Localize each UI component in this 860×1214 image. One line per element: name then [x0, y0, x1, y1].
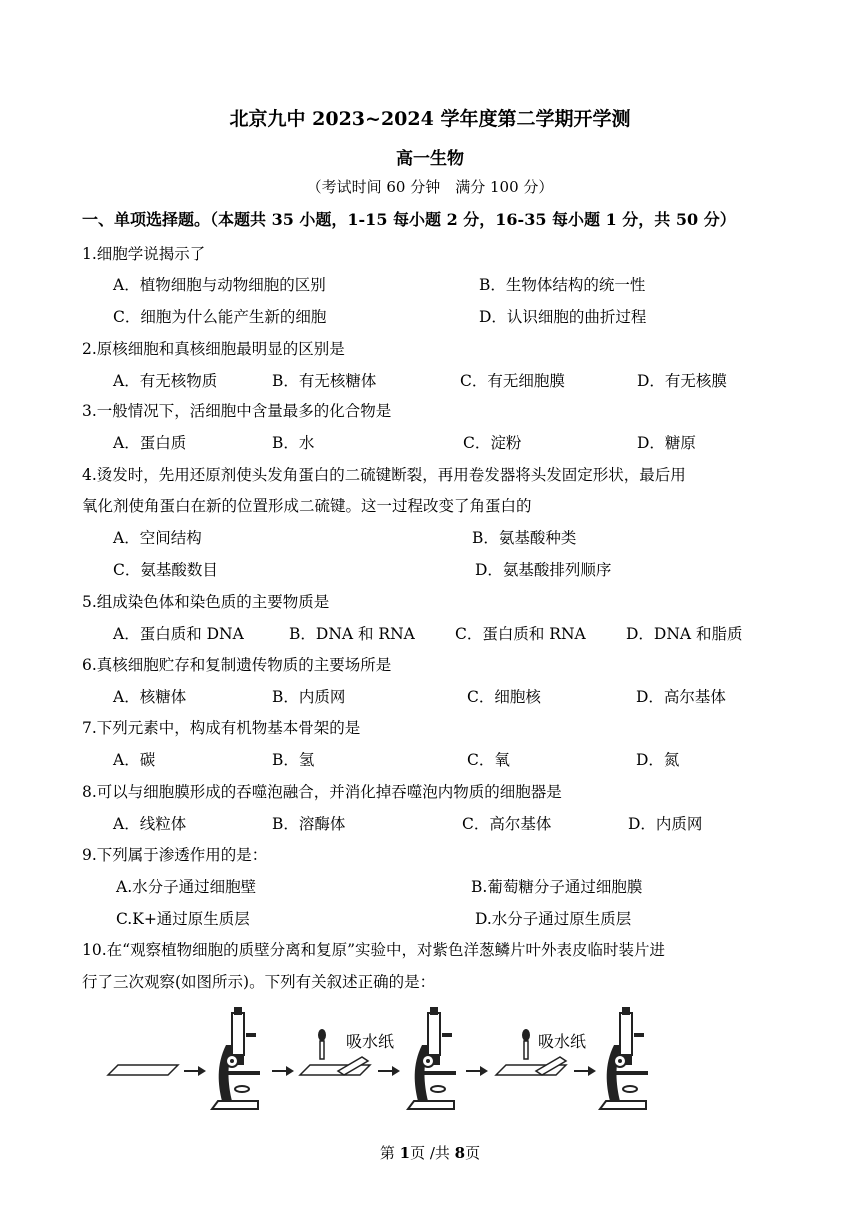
question-8-option-c: C．高尔基体: [462, 815, 552, 833]
question-2-option-a: A．有无核物质: [113, 372, 218, 390]
question-9-option-b: B.葡萄糖分子通过细胞膜: [471, 878, 643, 896]
question-3-option-c: C．淀粉: [463, 434, 522, 452]
question-7-option-d: D．氮: [636, 751, 680, 769]
arrow-icon: [378, 1066, 400, 1076]
experiment-figure: [100, 1005, 780, 1120]
question-6-option-c: C．细胞核: [467, 688, 541, 706]
question-4-stem-line-1: 4.烫发时，先用还原剂使头发角蛋白的二硫键断裂，再用卷发器将头发固定形状，最后用: [82, 466, 686, 484]
question-3-option-d: D．糖原: [637, 434, 696, 452]
exam-info: （考试时间 60 分钟 满分 100 分）: [306, 178, 554, 196]
page-total: 8: [454, 1144, 466, 1162]
question-8-stem: 8.可以与细胞膜形成的吞噬泡融合，并消化掉吞噬泡内物质的细胞器是: [82, 783, 562, 801]
question-4-option-a: A．空间结构: [113, 529, 202, 547]
page-footer: 第 1页 /共 8页: [379, 1144, 481, 1162]
question-8-option-d: D．内质网: [628, 815, 703, 833]
question-6-option-d: D．高尔基体: [636, 688, 726, 706]
question-7-option-a: A．碳: [113, 751, 156, 769]
question-1-option-a: A．植物细胞与动物细胞的区别: [113, 276, 326, 294]
question-8-option-b: B．溶酶体: [272, 815, 346, 833]
question-5-option-d: D．DNA 和脂质: [626, 625, 743, 643]
subject-title: 高一生物: [396, 149, 464, 169]
question-9-stem: 9.下列属于渗透作用的是：: [82, 846, 268, 864]
question-4-option-b: B．氨基酸种类: [472, 529, 577, 547]
microscope-icon: [408, 1007, 456, 1109]
question-7-option-c: C．氧: [467, 751, 510, 769]
dropper-icon: [522, 1029, 530, 1059]
question-3-stem: 3.一般情况下，活细胞中含量最多的化合物是: [82, 402, 392, 420]
question-9-option-c: C.K+通过原生质层: [116, 910, 250, 928]
slide-icon: [108, 1065, 178, 1075]
question-2-option-d: D．有无核膜: [637, 372, 727, 390]
question-10-stem-line-1: 10.在“观察植物细胞的质壁分离和复原”实验中，对紫色洋葱鳞片叶外表皮临时装片进: [82, 941, 666, 959]
question-7-stem: 7.下列元素中，构成有机物基本骨架的是: [82, 719, 361, 737]
question-5-stem: 5.组成染色体和染色质的主要物质是: [82, 593, 330, 611]
question-6-option-a: A．核糖体: [113, 688, 187, 706]
arrow-icon: [574, 1066, 596, 1076]
question-8-option-a: A．线粒体: [113, 815, 187, 833]
question-3-option-b: B．水: [272, 434, 315, 452]
question-6-option-b: B．内质网: [272, 688, 346, 706]
figure-label-1: 吸水纸: [346, 1032, 395, 1051]
question-4-stem-line-2: 氧化剂使角蛋白在新的位置形成二硫键。这一过程改变了角蛋白的: [82, 497, 532, 515]
figure-label-2: 吸水纸: [538, 1032, 587, 1051]
question-5-option-b: B．DNA 和 RNA: [289, 625, 415, 643]
question-7-option-b: B．氢: [272, 751, 315, 769]
question-4-option-d: D．氨基酸排列顺序: [475, 561, 612, 579]
section-heading: 一、单项选择题。（本题共 35 小题，1-15 每小题 2 分，16-35 每小题 1 分，共 50 分）: [82, 210, 736, 229]
page-title: 北京九中 2023~2024 学年度第二学期开学测: [229, 108, 631, 130]
question-9-option-d: D.水分子通过原生质层: [475, 910, 632, 928]
question-1-stem: 1.细胞学说揭示了: [82, 245, 206, 263]
question-9-option-a: A.水分子通过细胞壁: [116, 878, 257, 896]
question-1-option-c: C．细胞为什么能产生新的细胞: [113, 308, 327, 326]
arrow-icon: [184, 1066, 206, 1076]
question-10-stem-line-2: 行了三次观察(如图所示)。下列有关叙述正确的是：: [82, 973, 436, 991]
arrow-icon: [272, 1066, 294, 1076]
question-4-option-c: C．氨基酸数目: [113, 561, 218, 579]
page-number: 1: [399, 1144, 411, 1162]
question-2-option-b: B．有无核糖体: [272, 372, 377, 390]
dropper-icon: [318, 1029, 326, 1059]
question-3-option-a: A．蛋白质: [113, 434, 187, 452]
question-5-option-a: A．蛋白质和 DNA: [113, 625, 244, 643]
question-2-option-c: C．有无细胞膜: [460, 372, 565, 390]
microscope-icon: [600, 1007, 648, 1109]
microscope-icon: [212, 1007, 260, 1109]
question-1-option-d: D．认识细胞的曲折过程: [479, 308, 647, 326]
question-5-option-c: C．蛋白质和 RNA: [455, 625, 586, 643]
arrow-icon: [466, 1066, 488, 1076]
question-1-option-b: B．生物体结构的统一性: [479, 276, 646, 294]
question-2-stem: 2.原核细胞和真核细胞最明显的区别是: [82, 340, 345, 358]
question-6-stem: 6.真核细胞贮存和复制遗传物质的主要场所是: [82, 656, 392, 674]
